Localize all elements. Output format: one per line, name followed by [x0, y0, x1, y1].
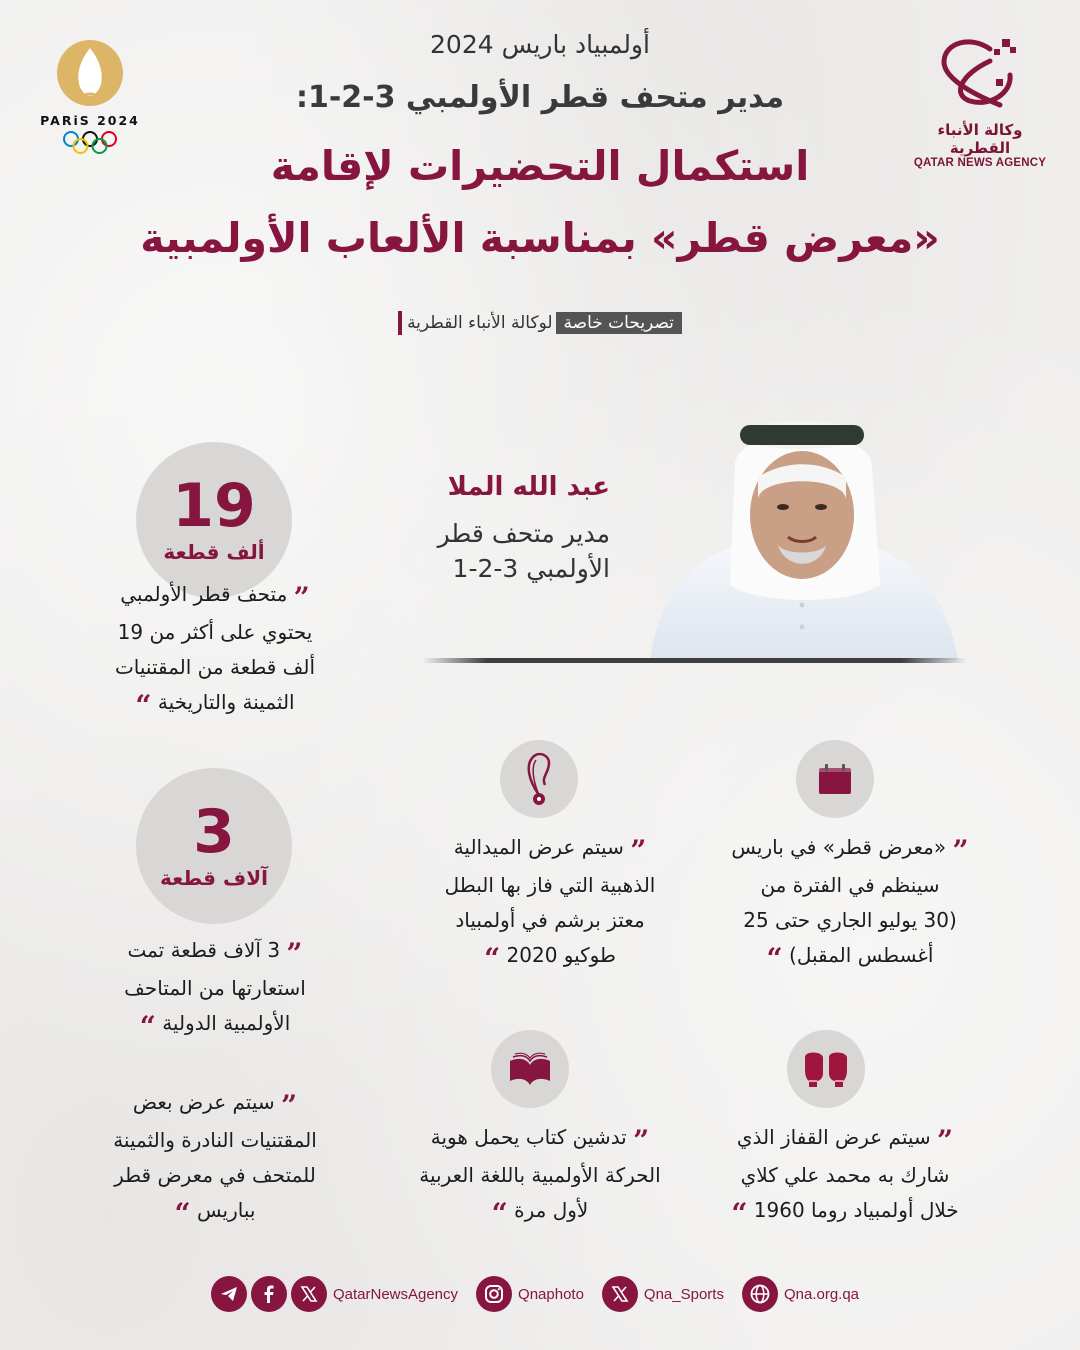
social-group-qnaphoto[interactable]: [472, 1276, 598, 1312]
credit-badge: تصريحات خاصة: [556, 312, 682, 334]
stat-quote-3: [80, 933, 350, 1044]
headline-line-1: استكمال التحضيرات لإقامة: [270, 142, 810, 190]
quote-close-icon: “: [139, 1010, 156, 1043]
person-title-line-1: مدير متحف قطر: [437, 519, 610, 548]
subheadline: مدير متحف قطر الأولمبي 3-2-1:: [295, 80, 785, 115]
quote-open-icon: ”: [952, 834, 969, 867]
social-label[interactable]: Qna.org.qa: [783, 1285, 860, 1303]
social-label[interactable]: Qna_Sports: [643, 1285, 724, 1303]
quote-close-icon: “: [731, 1197, 748, 1230]
calendar-icon: [817, 763, 853, 795]
social-group-qatarnewsagency[interactable]: [207, 1276, 472, 1312]
quote-close-icon: “: [135, 689, 152, 722]
quote-line: الذهبية التي فاز بها البطل: [444, 873, 656, 897]
quote-line: الحركة الأولمبية باللغة العربية: [419, 1163, 661, 1187]
social-group-website[interactable]: [738, 1276, 873, 1312]
quote-line: الأولمبية الدولية: [162, 1011, 291, 1035]
quote-line: بباريس: [197, 1198, 256, 1222]
quote-line: سينظم في الفترة من: [760, 873, 940, 897]
calendar-icon-circle: [796, 740, 874, 818]
quote-line: لأول مرة: [514, 1198, 589, 1222]
fact-book: [395, 1120, 685, 1231]
stat-unit: آلاف قطعة: [160, 866, 268, 890]
headline-line-2: «معرض قطر» بمناسبة الألعاب الأولمبية: [140, 214, 940, 262]
boxing-gloves-icon: [801, 1049, 851, 1089]
quote-line: الثمينة والتاريخية: [157, 690, 295, 714]
credit-text: لوكالة الأنباء القطرية: [407, 313, 553, 333]
quote-line: معتز برشم في أولمبياد: [455, 908, 645, 932]
quote-line: استعارتها من المتاحف: [124, 976, 306, 1000]
medal-icon-circle: [500, 740, 578, 818]
kicker: أولمبياد باريس 2024: [430, 30, 650, 59]
quote-line: (30 يوليو الجاري حتى 25: [743, 908, 957, 932]
stat-number: 19: [172, 471, 256, 541]
quote-line: ألف قطعة من المقتنيات: [114, 655, 316, 679]
fact-medal: [400, 830, 700, 976]
quote-open-icon: ”: [937, 1124, 954, 1157]
boxing-gloves-icon-circle: [787, 1030, 865, 1108]
stat-unit: ألف قطعة: [163, 540, 265, 564]
portrait-photo: [640, 405, 965, 660]
quote-close-icon: “: [766, 942, 783, 975]
quote-line: 3 آلاف قطعة تمت: [127, 938, 281, 962]
globe-icon[interactable]: [742, 1276, 778, 1312]
quote-open-icon: ”: [293, 581, 310, 614]
x-icon[interactable]: [602, 1276, 638, 1312]
quote-line: شارك به محمد علي كلاي: [740, 1163, 950, 1187]
social-label[interactable]: QatarNewsAgency: [332, 1285, 459, 1303]
person-title: [438, 516, 610, 586]
quote-line: سيتم عرض القفاز الذي: [736, 1125, 931, 1149]
x-icon[interactable]: [291, 1276, 327, 1312]
person-title-line-2: الأولمبي 3-2-1: [452, 554, 610, 583]
credit-bar: [398, 311, 402, 335]
quote-open-icon: ”: [286, 937, 303, 970]
book-icon: [507, 1051, 553, 1087]
qna-english-name: QATAR NEWS AGENCY: [913, 157, 1047, 169]
stat-number: 3: [193, 797, 235, 867]
telegram-icon[interactable]: [211, 1276, 247, 1312]
quote-close-icon: “: [174, 1197, 191, 1230]
quote-line: «معرض قطر» في باريس: [731, 835, 947, 859]
quote-line: يحتوي على أكثر من 19: [117, 620, 313, 644]
quote-line: سيتم عرض بعض: [132, 1090, 275, 1114]
credit-line: [0, 311, 1080, 335]
quote-line: للمتحف في معرض قطر: [114, 1163, 316, 1187]
quote-line: متحف قطر الأولمبي: [120, 582, 288, 606]
quote-close-icon: “: [491, 1197, 508, 1230]
social-footer: [0, 1276, 1080, 1312]
quote-line: أغسطس المقبل): [789, 943, 934, 967]
quote-open-icon: ”: [280, 1089, 298, 1122]
person-name: عبد الله الملا: [447, 472, 610, 502]
instagram-icon[interactable]: [476, 1276, 512, 1312]
quote-line: خلال أولمبياد روما 1960: [753, 1198, 959, 1222]
quote-close-icon: “: [484, 942, 501, 975]
fact-boxing-gloves: [700, 1120, 990, 1231]
quote-line: المقتنيات النادرة والثمينة: [113, 1128, 317, 1152]
qna-arabic-name: وكالة الأنباء القطرية: [937, 121, 1023, 157]
quote-open-icon: ”: [633, 1124, 650, 1157]
stat-circle-3: [136, 768, 292, 924]
social-label[interactable]: Qnaphoto: [518, 1285, 584, 1303]
fact-calendar: [700, 830, 1000, 976]
quote-line: سيتم عرض الميدالية: [453, 835, 624, 859]
facebook-icon[interactable]: [251, 1276, 287, 1312]
quote-open-icon: ”: [630, 834, 647, 867]
quote-line: تدشين كتاب يحمل هوية: [430, 1125, 627, 1149]
paris-wordmark: PARiS 2024: [40, 113, 140, 128]
quote-line: طوكيو 2020: [506, 943, 616, 967]
section-divider: [422, 658, 967, 663]
book-icon-circle: [491, 1030, 569, 1108]
stat-circle-19: [136, 442, 292, 598]
social-group-qna-sports[interactable]: [598, 1276, 738, 1312]
stat-quote-19: [80, 577, 350, 723]
medal-icon: [519, 751, 559, 807]
fact-rare-items: [85, 1085, 345, 1231]
